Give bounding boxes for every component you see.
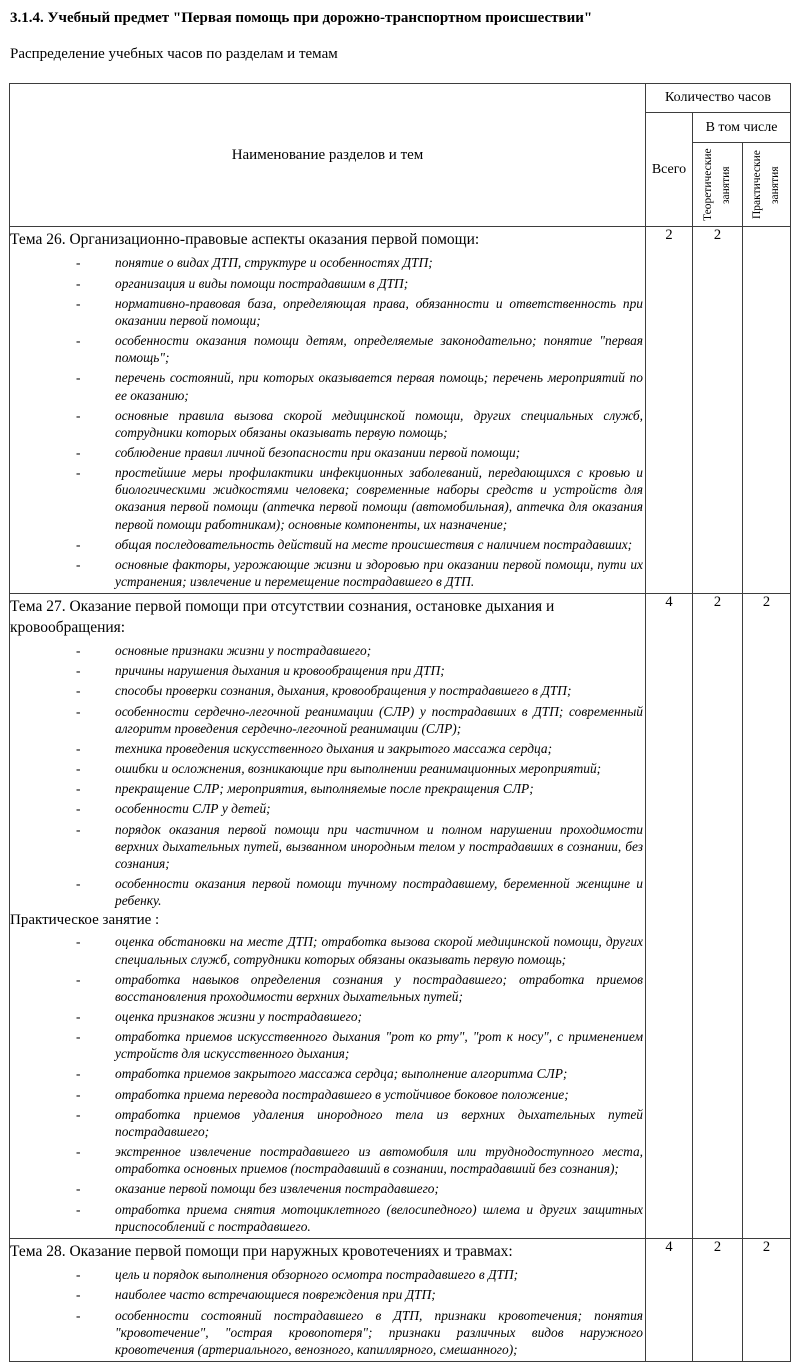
hours-theory: 2 <box>693 594 743 1239</box>
bullet-list <box>10 254 645 590</box>
bullet-item: - порядок оказания первой помощи при частичном и полном нарушении проходимости верхних дыхательных путей, вызванном инородным телом у пострадавших в сознании, без сознания; <box>76 821 643 872</box>
hours-total: 4 <box>646 594 693 1239</box>
bullet-list <box>10 642 645 909</box>
page-title: 3.1.4. Учебный предмет "Первая помощь при дорожно-транспортном происшествии" <box>10 10 593 26</box>
hours-distribution-table <box>9 83 791 1362</box>
bullet-item: - способы проверки сознания, дыхания, кровообращения у пострадавшего в ДТП; <box>76 682 643 699</box>
bullet-item: - отработка приема снятия мотоциклетного (велосипедного) шлема и других защитных приспособлений с пострадавшего. <box>76 1201 643 1235</box>
bullet-item: - оценка обстановки на месте ДТП; отработка вызова скорой медицинской помощи, других специальных служб, сотрудники которых обязаны оказывать первую помощь; <box>76 933 643 967</box>
bullet-item: - ошибки и осложнения, возникающие при выполнении реанимационных мероприятий; <box>76 760 643 777</box>
bullet-list <box>10 933 645 1235</box>
row-content-cell <box>10 594 646 1239</box>
bullet-item: - причины нарушения дыхания и кровообращения при ДТП; <box>76 662 643 679</box>
header-including: В том числе <box>693 113 791 143</box>
bullet-item: - отработка навыков определения сознания у пострадавшего; отработка приемов восстановления проходимости верхних дыхательных путей; <box>76 971 643 1005</box>
row-content-cell <box>10 1238 646 1361</box>
bullet-item: - техника проведения искусственного дыхания и закрытого массажа сердца; <box>76 740 643 757</box>
table-row <box>10 594 791 1239</box>
bullet-item: - особенности СЛР у детей; <box>76 800 643 817</box>
header-total: Всего <box>646 113 693 227</box>
header-theory-label: Теоретические занятия <box>701 148 732 221</box>
bullet-item: - оценка признаков жизни у пострадавшего; <box>76 1008 643 1025</box>
bullet-item: - отработка приемов удаления инородного тела из верхних дыхательных путей пострадавшего; <box>76 1106 643 1140</box>
bullet-item: - отработка приема перевода пострадавшего в устойчивое боковое положение; <box>76 1086 643 1103</box>
bullet-item: - отработка приемов искусственного дыхания "рот ко рту", "рот к носу", с применением устройств для искусственного дыхания; <box>76 1028 643 1062</box>
table-row <box>10 1238 791 1361</box>
bullet-item: - цель и порядок выполнения обзорного осмотра пострадавшего в ДТП; <box>76 1266 643 1283</box>
table-row <box>10 227 791 594</box>
header-practice <box>743 143 791 227</box>
header-name-col: Наименование разделов и тем <box>10 84 646 227</box>
practice-subheading: Практическое занятие : <box>10 912 160 929</box>
hours-practice: 2 <box>743 1238 791 1361</box>
hours-total: 2 <box>646 227 693 594</box>
bullet-item: - основные признаки жизни у пострадавшего; <box>76 642 643 659</box>
table-header <box>10 84 791 227</box>
hours-practice <box>743 227 791 594</box>
bullet-item: - нормативно-правовая база, определяющая права, обязанности и ответственность при оказании первой помощи; <box>76 295 643 329</box>
bullet-item: - оказание первой помощи без извлечения пострадавшего; <box>76 1180 643 1197</box>
table-body <box>10 227 791 1362</box>
bullet-item: - общая последовательность действий на месте происшествия с наличием пострадавших; <box>76 536 643 553</box>
bullet-item: - особенности состояний пострадавшего в ДТП, признаки кровотечения; понятия "кровотечение", "острая кровопотеря"; признаки различных видов наружного кровотечения (артериального, венозного, капиллярного, смешанного); <box>76 1307 643 1358</box>
hours-theory: 2 <box>693 1238 743 1361</box>
bullet-item: - основные правила вызова скорой медицинской помощи, других специальных служб, сотрудники которых обязаны оказывать первую помощь; <box>76 407 643 441</box>
bullet-item: - основные факторы, угрожающие жизни и здоровью при оказании первой помощи, пути их устранения; извлечение и перемещение пострадавшего в ДТП. <box>76 556 643 590</box>
bullet-item: - особенности оказания помощи детям, определяемые законодательно; понятие "первая помощь"; <box>76 332 643 366</box>
bullet-item: - наиболее часто встречающиеся повреждения при ДТП; <box>76 1286 643 1303</box>
hours-practice: 2 <box>743 594 791 1239</box>
hours-total: 4 <box>646 1238 693 1361</box>
hours-theory: 2 <box>693 227 743 594</box>
bullet-item: - экстренное извлечение пострадавшего из автомобиля или труднодоступного места, отработка основных приемов (пострадавший в сознании, пострадавший без сознания); <box>76 1143 643 1177</box>
bullet-item: - особенности сердечно-легочной реанимации (СЛР) у пострадавших в ДТП; современный алгоритм проведения сердечно-легочной реанимации (СЛР); <box>76 703 643 737</box>
theme-title: Тема 26. Организационно-правовые аспекты оказания первой помощи: <box>10 231 480 248</box>
bullet-item: - простейшие меры профилактики инфекционных заболеваний, передающихся с кровью и биологическими жидкостями человека; современные наборы средств и устройств для оказания первой помощи (аптечка первой помощи (автомобильная), аптечка для оказания первой помощи работникам); основные компоненты, их назначение; <box>76 464 643 533</box>
header-practice-label: Практические занятия <box>750 150 781 219</box>
bullet-item: - прекращение СЛР; мероприятия, выполняемые после прекращения СЛР; <box>76 780 643 797</box>
header-theory <box>693 143 743 227</box>
theme-title: Тема 28. Оказание первой помощи при наружных кровотечениях и травмах: <box>10 1242 513 1260</box>
header-hours-group: Количество часов <box>646 84 791 113</box>
bullet-item: - отработка приемов закрытого массажа сердца; выполнение алгоритма СЛР; <box>76 1065 643 1082</box>
page-subtitle: Распределение учебных часов по разделам и темам <box>10 46 338 62</box>
bullet-item: - понятие о видах ДТП, структуре и особенностях ДТП; <box>76 254 643 271</box>
bullet-item: - перечень состояний, при которых оказывается первая помощь; перечень мероприятий по ее оказанию; <box>76 369 643 403</box>
bullet-item: - соблюдение правил личной безопасности при оказании первой помощи; <box>76 444 643 461</box>
bullet-item: - организация и виды помощи пострадавшим в ДТП; <box>76 275 643 292</box>
row-content-cell <box>10 227 646 594</box>
bullet-list <box>10 1266 645 1358</box>
bullet-item: - особенности оказания первой помощи тучному пострадавшему, беременной женщине и ребенку. <box>76 875 643 909</box>
theme-title: Тема 27. Оказание первой помощи при отсутствии сознания, остановке дыхания и кровообращения: <box>10 598 555 636</box>
